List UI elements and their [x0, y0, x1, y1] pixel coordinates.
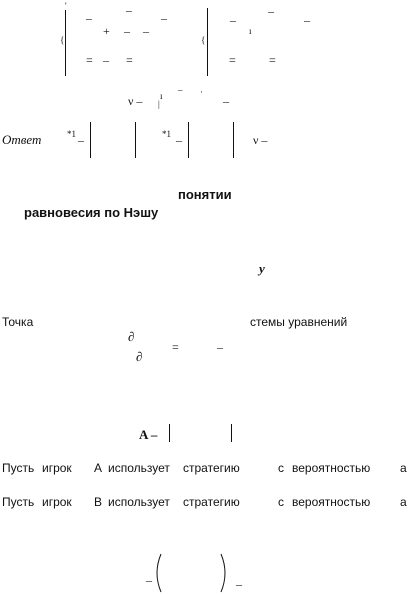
point-word: Точка [2, 315, 34, 329]
right-row3-op2: = [269, 53, 276, 67]
heading-line-2: равновесия по Нэшу [24, 205, 159, 220]
matrix-bar-left [169, 424, 170, 442]
pb-w3: В [94, 495, 103, 509]
left-row1-op2: – [126, 3, 132, 17]
pb-w4: использует [108, 495, 170, 509]
brace-tick: ' [65, 1, 67, 11]
pa-w1: Пусть [2, 461, 35, 475]
right-row3-op1: = [229, 53, 236, 67]
answer-dash-2: – [176, 133, 182, 147]
nu-symbol: ν – [128, 94, 143, 108]
right-system-brace-tip: { [201, 35, 206, 45]
pa-w6: с [278, 461, 284, 475]
pb-w6: с [278, 495, 284, 509]
system-equations-fragment: стемы уравнений [250, 315, 348, 329]
answer-bar-3 [188, 122, 189, 158]
nu-stem: | [158, 99, 160, 109]
left-row2-op2: – [124, 24, 130, 38]
answer-label: Ответ [2, 132, 42, 147]
left-row1-op3: – [161, 11, 167, 25]
left-row2-op3: – [143, 24, 149, 38]
pa-w5: стратегию [183, 461, 240, 475]
pa-w4: использует [108, 461, 170, 475]
pa-w2: игрок [42, 461, 72, 475]
answer-bar-1 [90, 122, 91, 158]
heading-line-1: понятии [178, 187, 232, 202]
pb-w1: Пусть [2, 495, 35, 509]
matrix-bar-right [231, 424, 232, 442]
bottom-dash-2: – [236, 577, 242, 591]
matrix-a-label: A – [139, 427, 158, 442]
right-row1-op1: – [230, 13, 236, 27]
answer-sup-2: *1 [162, 129, 171, 139]
pa-w7: вероятностью [292, 461, 371, 475]
left-row3-op3: = [126, 53, 133, 67]
left-row2-op1: + [103, 24, 110, 38]
right-system-brace [207, 8, 208, 76]
nu-mark-d: – [223, 94, 229, 108]
left-row1-op1: – [86, 11, 92, 25]
pb-w8: а [400, 495, 407, 509]
y-symbol: y [259, 261, 265, 276]
pb-w2: игрок [42, 495, 72, 509]
nu-mark-c: · [200, 87, 203, 97]
partial-top: ∂ [128, 329, 135, 344]
right-row1-op3: – [304, 13, 310, 27]
answer-nu: ν – [253, 133, 268, 147]
left-system-brace-tip: { [60, 35, 65, 45]
bottom-dash-1: – [146, 573, 152, 587]
answer-bar-2 [135, 122, 136, 158]
pb-w5: стратегию [183, 495, 240, 509]
left-row3-op2: – [103, 53, 109, 67]
right-row2-mark: ı [249, 26, 252, 36]
nu-mark-a: ı [160, 91, 163, 101]
left-system-brace [65, 10, 66, 76]
partial-equals: = [172, 340, 179, 354]
nu-mark-b: – [178, 85, 183, 95]
left-row3-op1: = [86, 53, 93, 67]
answer-sup-1: *1 [67, 129, 76, 139]
partial-bottom: ∂ [136, 349, 143, 364]
answer-dash-1: – [78, 133, 84, 147]
pb-w7: вероятностью [292, 495, 371, 509]
answer-bar-4 [233, 122, 234, 158]
pa-w8: а [400, 461, 407, 475]
pa-w3: А [94, 461, 103, 475]
bottom-parentheses [151, 552, 241, 594]
partial-dash: – [217, 340, 223, 354]
right-row1-op2: – [268, 4, 274, 18]
